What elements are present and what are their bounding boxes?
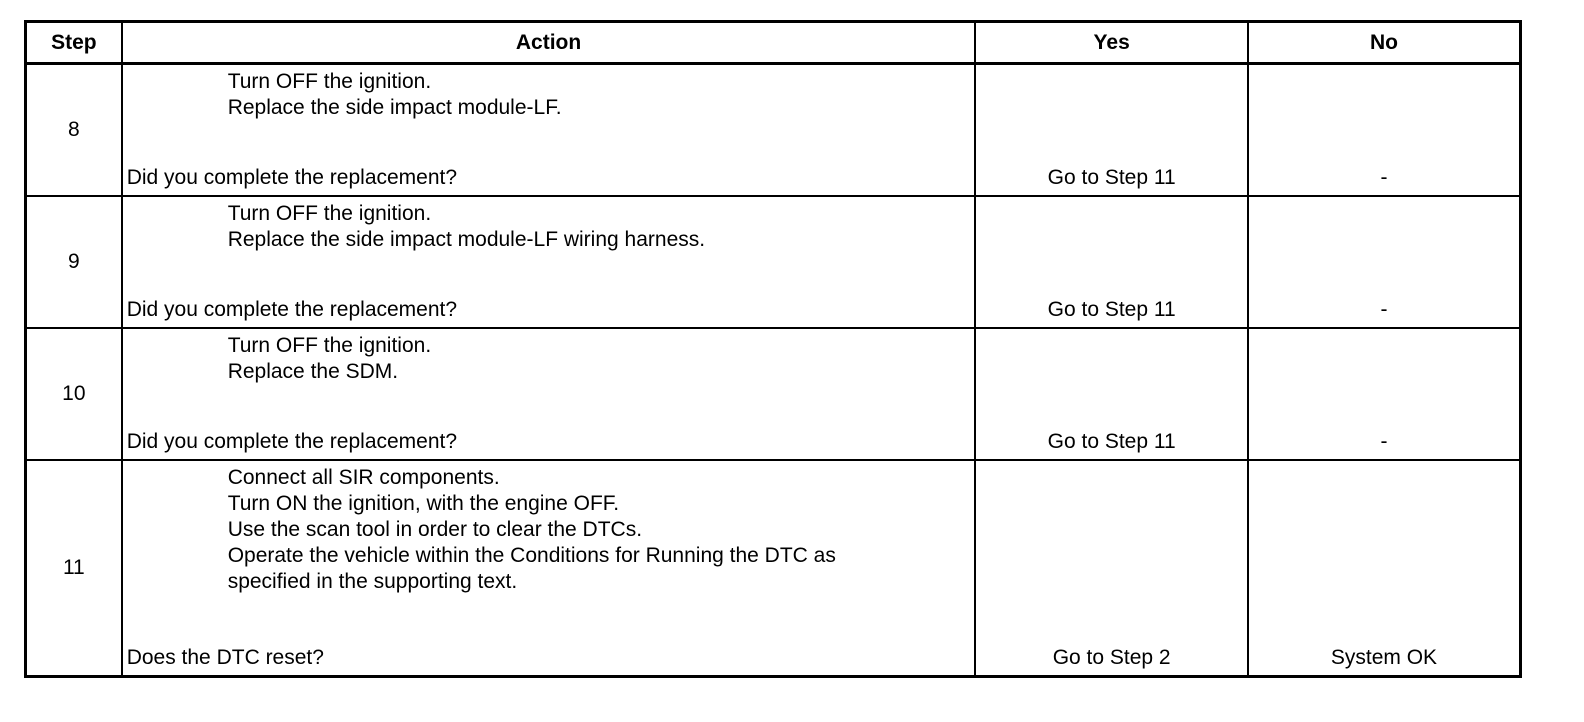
action-instructions xyxy=(123,65,975,121)
yes-result: Go to Step 2 xyxy=(1052,646,1171,669)
no-result: - xyxy=(1380,430,1388,453)
action-cell xyxy=(122,328,976,460)
no-cell xyxy=(1248,460,1521,677)
diagnostic-procedure-table xyxy=(24,20,1522,678)
instruction-line: Replace the SDM. xyxy=(227,360,399,383)
yes-result: Go to Step 11 xyxy=(1047,166,1176,189)
instruction-line: Turn OFF the ignition. xyxy=(227,70,432,93)
action-cell xyxy=(122,196,976,328)
action-instructions xyxy=(123,461,975,595)
no-result: - xyxy=(1380,166,1388,189)
table-row xyxy=(26,328,1521,460)
no-cell xyxy=(1248,196,1521,328)
step-number: 9 xyxy=(26,196,122,328)
yes-result: Go to Step 11 xyxy=(1047,298,1176,321)
no-result: - xyxy=(1380,298,1388,321)
header-row xyxy=(26,22,1521,64)
action-question: Did you complete the replacement? xyxy=(126,166,458,189)
instruction-line: Turn OFF the ignition. xyxy=(227,334,432,357)
header-step: Step xyxy=(26,22,122,64)
instruction-line: Use the scan tool in order to clear the DTCs. xyxy=(227,518,643,541)
step-number: 8 xyxy=(26,64,122,197)
action-question: Does the DTC reset? xyxy=(126,646,324,669)
action-instructions xyxy=(123,329,975,385)
instruction-line: Replace the side impact module-LF wiring harness. xyxy=(227,228,706,251)
instruction-line: Replace the side impact module-LF. xyxy=(227,96,562,119)
yes-cell xyxy=(975,196,1248,328)
table-body xyxy=(26,64,1521,677)
action-instructions xyxy=(123,197,975,253)
action-question: Did you complete the replacement? xyxy=(126,298,458,321)
no-cell xyxy=(1248,328,1521,460)
header-yes: Yes xyxy=(975,22,1248,64)
yes-cell xyxy=(975,64,1248,197)
instruction-line: Connect all SIR components. xyxy=(227,466,500,489)
step-number: 10 xyxy=(26,328,122,460)
yes-result: Go to Step 11 xyxy=(1047,430,1176,453)
table-row xyxy=(26,196,1521,328)
header-action: Action xyxy=(122,22,976,64)
step-number: 11 xyxy=(26,460,122,677)
yes-cell xyxy=(975,328,1248,460)
table-row xyxy=(26,64,1521,197)
action-cell xyxy=(122,460,976,677)
no-result: System OK xyxy=(1330,646,1438,669)
yes-cell xyxy=(975,460,1248,677)
action-cell xyxy=(122,64,976,197)
instruction-line: specified in the supporting text. xyxy=(227,570,518,593)
instruction-line: Turn OFF the ignition. xyxy=(227,202,432,225)
action-question: Did you complete the replacement? xyxy=(126,430,458,453)
instruction-line: Operate the vehicle within the Conditions for Running the DTC as xyxy=(227,544,836,567)
table-row xyxy=(26,460,1521,677)
header-no: No xyxy=(1248,22,1521,64)
table-header xyxy=(26,22,1521,64)
no-cell xyxy=(1248,64,1521,197)
instruction-line: Turn ON the ignition, with the engine OFF. xyxy=(227,492,620,515)
